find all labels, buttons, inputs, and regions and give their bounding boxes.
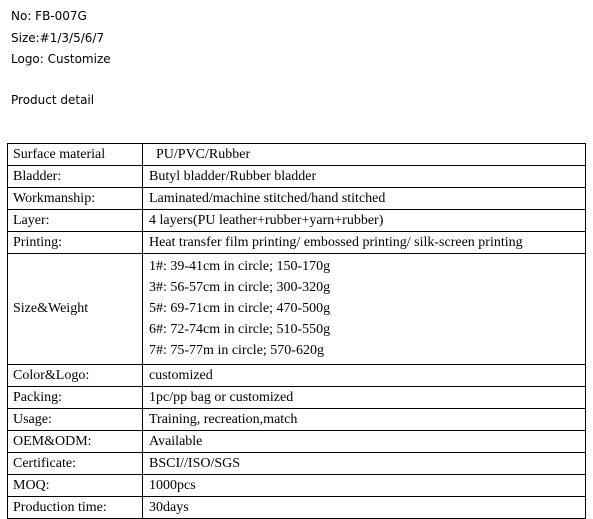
table-row	[8, 188, 586, 210]
size-weight-line: 1#: 39-41cm in circle; 150-170g	[149, 259, 331, 274]
spec-value-usage: Training, recreation,match	[143, 409, 586, 431]
table-row	[8, 431, 586, 453]
table-row	[8, 387, 586, 409]
spec-label-printing: Printing:	[8, 232, 143, 254]
product-sizes: Size:#1/3/5/6/7	[11, 31, 105, 45]
spec-value-moq: 1000pcs	[143, 475, 586, 497]
table-row	[8, 166, 586, 188]
table-row	[8, 475, 586, 497]
table-row	[8, 232, 586, 254]
spec-value-color-logo: customized	[143, 365, 586, 387]
spec-label-packing: Packing:	[8, 387, 143, 409]
spec-value-production-time: 30days	[143, 497, 586, 519]
spec-label-usage: Usage:	[8, 409, 143, 431]
table-row	[8, 409, 586, 431]
product-spec-table	[7, 143, 586, 519]
spec-label-color-logo: Color&Logo:	[8, 365, 143, 387]
table-row	[8, 365, 586, 387]
product-detail-heading: Product detail	[11, 93, 95, 107]
product-logo: Logo: Customize	[11, 52, 111, 66]
spec-value-oem-odm: Available	[143, 431, 586, 453]
table-row	[8, 210, 586, 232]
spec-label-moq: MOQ:	[8, 475, 143, 497]
spec-label-size-weight: Size&Weight	[8, 254, 143, 365]
spec-label-oem-odm: OEM&ODM:	[8, 431, 143, 453]
spec-value-bladder: Butyl bladder/Rubber bladder	[143, 166, 586, 188]
table-row	[8, 254, 586, 365]
spec-label-layer: Layer:	[8, 210, 143, 232]
spec-label-bladder: Bladder:	[8, 166, 143, 188]
table-row	[8, 497, 586, 519]
spec-label-production-time: Production time:	[8, 497, 143, 519]
table-row	[8, 453, 586, 475]
size-weight-line: 3#: 56-57cm in circle; 300-320g	[149, 280, 331, 295]
spec-value-packing: 1pc/pp bag or customized	[143, 387, 586, 409]
spec-label-certificate: Certificate:	[8, 453, 143, 475]
spec-label-surface-material: Surface material	[8, 144, 143, 166]
spec-value-printing: Heat transfer film printing/ embossed printing/ silk-screen printing	[143, 232, 586, 254]
size-weight-line: 5#: 69-71cm in circle; 470-500g	[149, 301, 331, 316]
spec-value-layer: 4 layers(PU leather+rubber+yarn+rubber)	[143, 210, 586, 232]
spec-value-certificate: BSCI//ISO/SGS	[143, 453, 586, 475]
spec-value-surface-material: PU/PVC/Rubber	[143, 144, 586, 166]
spec-value-workmanship: Laminated/machine stitched/hand stitched	[143, 188, 586, 210]
table-row	[8, 144, 586, 166]
spec-value-size-weight	[143, 254, 586, 365]
size-weight-line: 7#: 75-77m in circle; 570-620g	[149, 343, 324, 358]
spec-label-workmanship: Workmanship:	[8, 188, 143, 210]
product-number: No: FB-007G	[11, 9, 87, 23]
size-weight-line: 6#: 72-74cm in circle; 510-550g	[149, 322, 331, 337]
